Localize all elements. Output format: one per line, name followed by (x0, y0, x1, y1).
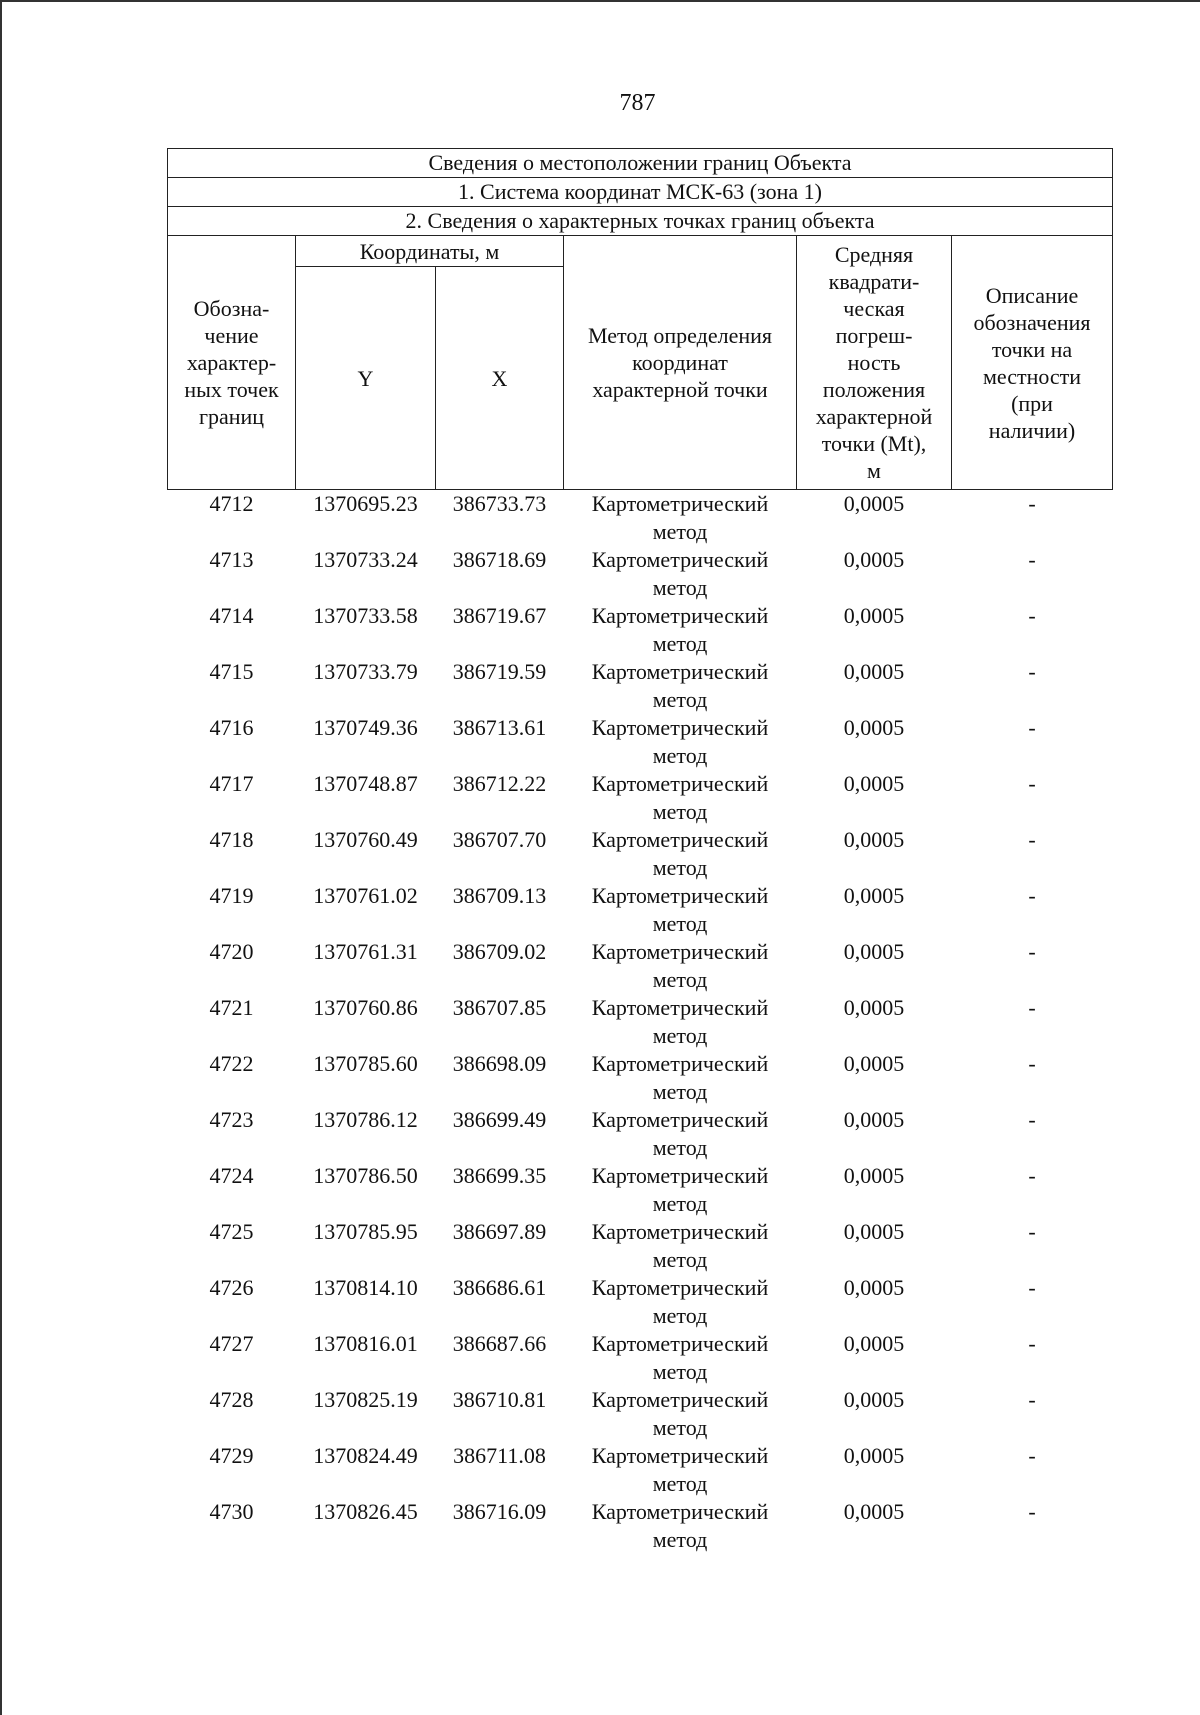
cell-point-id: 4712 (209, 491, 254, 516)
cell-mt: 0,0005 (843, 771, 905, 796)
cell-x: 386718.69 (452, 547, 547, 572)
cell-description: - (1028, 1331, 1036, 1356)
cell-mt: 0,0005 (843, 1275, 905, 1300)
cell-point-id: 4725 (209, 1219, 254, 1244)
cell-mt: 0,0005 (843, 547, 905, 572)
cell-y: 1370824.49 (313, 1443, 418, 1468)
header-y: Y (296, 267, 436, 490)
cell-method: Картометрический метод (591, 659, 769, 712)
table-row (168, 1218, 1113, 1274)
header-description: Описание обозначения точки на местности (при наличии) (952, 236, 1113, 490)
cell-y: 1370825.19 (313, 1387, 418, 1412)
table-row (168, 1498, 1113, 1554)
table-row (168, 770, 1113, 826)
cell-method: Картометрический метод (591, 995, 769, 1048)
table-row (168, 938, 1113, 994)
cell-mt: 0,0005 (843, 1387, 905, 1412)
header-error: Средняя квадрати- ческая погреш- ность положения характерной точки (Mt), м (797, 236, 952, 490)
table-row (168, 1442, 1113, 1498)
cell-y: 1370814.10 (313, 1275, 418, 1300)
cell-method: Картометрический метод (591, 939, 769, 992)
cell-y: 1370785.60 (313, 1051, 418, 1076)
cell-description: - (1028, 771, 1036, 796)
cell-x: 386709.02 (452, 939, 547, 964)
cell-x: 386687.66 (452, 1331, 547, 1356)
page-border-top (0, 0, 1200, 2)
cell-method: Картометрический метод (591, 771, 769, 824)
header-method: Метод определения координат характерной точки (564, 236, 797, 490)
cell-method: Картометрический метод (591, 1331, 769, 1384)
cell-y: 1370816.01 (313, 1331, 418, 1356)
cell-y: 1370786.50 (313, 1163, 418, 1188)
table-row (168, 714, 1113, 770)
cell-mt: 0,0005 (843, 491, 905, 516)
table-row (168, 1162, 1113, 1218)
cell-description: - (1028, 883, 1036, 908)
cell-mt: 0,0005 (843, 1219, 905, 1244)
cell-point-id: 4719 (209, 883, 254, 908)
cell-x: 386707.70 (452, 827, 547, 852)
cell-point-id: 4718 (209, 827, 254, 852)
table-row (168, 882, 1113, 938)
table-row (168, 1274, 1113, 1330)
cell-description: - (1028, 1051, 1036, 1076)
cell-y: 1370761.02 (313, 883, 418, 908)
header-x: X (436, 267, 564, 490)
cell-x: 386707.85 (452, 995, 547, 1020)
cell-point-id: 4726 (209, 1275, 254, 1300)
cell-point-id: 4714 (209, 603, 254, 628)
cell-x: 386710.81 (452, 1387, 547, 1412)
cell-description: - (1028, 603, 1036, 628)
cell-y: 1370786.12 (313, 1107, 418, 1132)
cell-point-id: 4716 (209, 715, 254, 740)
table-row (168, 658, 1113, 714)
cell-description: - (1028, 1387, 1036, 1412)
cell-method: Картометрический метод (591, 1499, 769, 1552)
cell-point-id: 4722 (209, 1051, 254, 1076)
cell-x: 386686.61 (452, 1275, 547, 1300)
cell-description: - (1028, 1499, 1036, 1524)
cell-point-id: 4729 (209, 1443, 254, 1468)
cell-mt: 0,0005 (843, 659, 905, 684)
cell-x: 386716.09 (452, 1499, 547, 1524)
cell-y: 1370733.79 (313, 659, 418, 684)
table-row (168, 994, 1113, 1050)
cell-description: - (1028, 659, 1036, 684)
cell-method: Картометрический метод (591, 1275, 769, 1328)
cell-x: 386711.08 (453, 1443, 546, 1468)
cell-mt: 0,0005 (843, 603, 905, 628)
page-number: 787 (619, 90, 656, 116)
cell-method: Картометрический метод (591, 715, 769, 768)
cell-mt: 0,0005 (843, 1163, 905, 1188)
cell-point-id: 4717 (209, 771, 254, 796)
cell-y: 1370733.58 (313, 603, 418, 628)
cell-mt: 0,0005 (843, 883, 905, 908)
cell-point-id: 4723 (209, 1107, 254, 1132)
cell-method: Картометрический метод (591, 1107, 769, 1160)
table-body (168, 490, 1113, 1555)
header-coordinates: Координаты, м (296, 236, 564, 267)
cell-y: 1370760.86 (313, 995, 418, 1020)
cell-point-id: 4713 (209, 547, 254, 572)
cell-y: 1370748.87 (313, 771, 418, 796)
cell-description: - (1028, 491, 1036, 516)
cell-description: - (1028, 1219, 1036, 1244)
cell-method: Картометрический метод (591, 1051, 769, 1104)
cell-method: Картометрический метод (591, 547, 769, 600)
cell-x: 386698.09 (452, 1051, 547, 1076)
table-row (168, 1330, 1113, 1386)
cell-point-id: 4720 (209, 939, 254, 964)
cell-x: 386709.13 (452, 883, 547, 908)
table-row (168, 1386, 1113, 1442)
cell-point-id: 4727 (209, 1331, 254, 1356)
cell-x: 386699.49 (452, 1107, 547, 1132)
cell-method: Картометрический метод (591, 1219, 769, 1272)
cell-mt: 0,0005 (843, 1331, 905, 1356)
cell-x: 386733.73 (452, 491, 547, 516)
points-section-title: 2. Сведения о характерных точках границ объекта (168, 207, 1113, 236)
cell-method: Картометрический метод (591, 883, 769, 936)
table-row (168, 546, 1113, 602)
table-row (168, 826, 1113, 882)
page-border-left (0, 0, 2, 1715)
cell-x: 386713.61 (452, 715, 547, 740)
cell-mt: 0,0005 (843, 1443, 905, 1468)
cell-x: 386697.89 (452, 1219, 547, 1244)
cell-mt: 0,0005 (843, 995, 905, 1020)
cell-description: - (1028, 827, 1036, 852)
cell-description: - (1028, 1163, 1036, 1188)
cell-mt: 0,0005 (843, 1107, 905, 1132)
boundary-points-table (167, 148, 1113, 1554)
cell-point-id: 4730 (209, 1499, 254, 1524)
cell-y: 1370785.95 (313, 1219, 418, 1244)
cell-y: 1370760.49 (313, 827, 418, 852)
coordinate-system-title: 1. Система координат МСК-63 (зона 1) (168, 178, 1113, 207)
cell-point-id: 4728 (209, 1387, 254, 1412)
cell-description: - (1028, 547, 1036, 572)
cell-method: Картометрический метод (591, 491, 769, 544)
cell-x: 386712.22 (452, 771, 547, 796)
cell-description: - (1028, 939, 1036, 964)
cell-mt: 0,0005 (843, 827, 905, 852)
cell-x: 386699.35 (452, 1163, 547, 1188)
cell-y: 1370695.23 (313, 491, 418, 516)
table-row (168, 1106, 1113, 1162)
cell-method: Картометрический метод (591, 603, 769, 656)
cell-point-id: 4721 (209, 995, 254, 1020)
cell-method: Картометрический метод (591, 827, 769, 880)
cell-y: 1370733.24 (313, 547, 418, 572)
cell-mt: 0,0005 (843, 939, 905, 964)
cell-description: - (1028, 1107, 1036, 1132)
table-row (168, 490, 1113, 547)
cell-description: - (1028, 995, 1036, 1020)
cell-x: 386719.59 (452, 659, 547, 684)
cell-description: - (1028, 715, 1036, 740)
table-row (168, 602, 1113, 658)
cell-y: 1370749.36 (313, 715, 418, 740)
cell-y: 1370761.31 (313, 939, 418, 964)
cell-x: 386719.67 (452, 603, 547, 628)
table-title: Сведения о местоположении границ Объекта (168, 149, 1113, 178)
table-row (168, 1050, 1113, 1106)
cell-method: Картометрический метод (591, 1163, 769, 1216)
cell-method: Картометрический метод (591, 1387, 769, 1440)
header-point-designation: Обозна- чение характер- ных точек границ (168, 236, 296, 490)
cell-point-id: 4724 (209, 1163, 254, 1188)
cell-description: - (1028, 1443, 1036, 1468)
cell-mt: 0,0005 (843, 715, 905, 740)
cell-mt: 0,0005 (843, 1051, 905, 1076)
cell-method: Картометрический метод (591, 1443, 769, 1496)
cell-point-id: 4715 (209, 659, 254, 684)
cell-y: 1370826.45 (313, 1499, 418, 1524)
cell-description: - (1028, 1275, 1036, 1300)
cell-mt: 0,0005 (843, 1499, 905, 1524)
